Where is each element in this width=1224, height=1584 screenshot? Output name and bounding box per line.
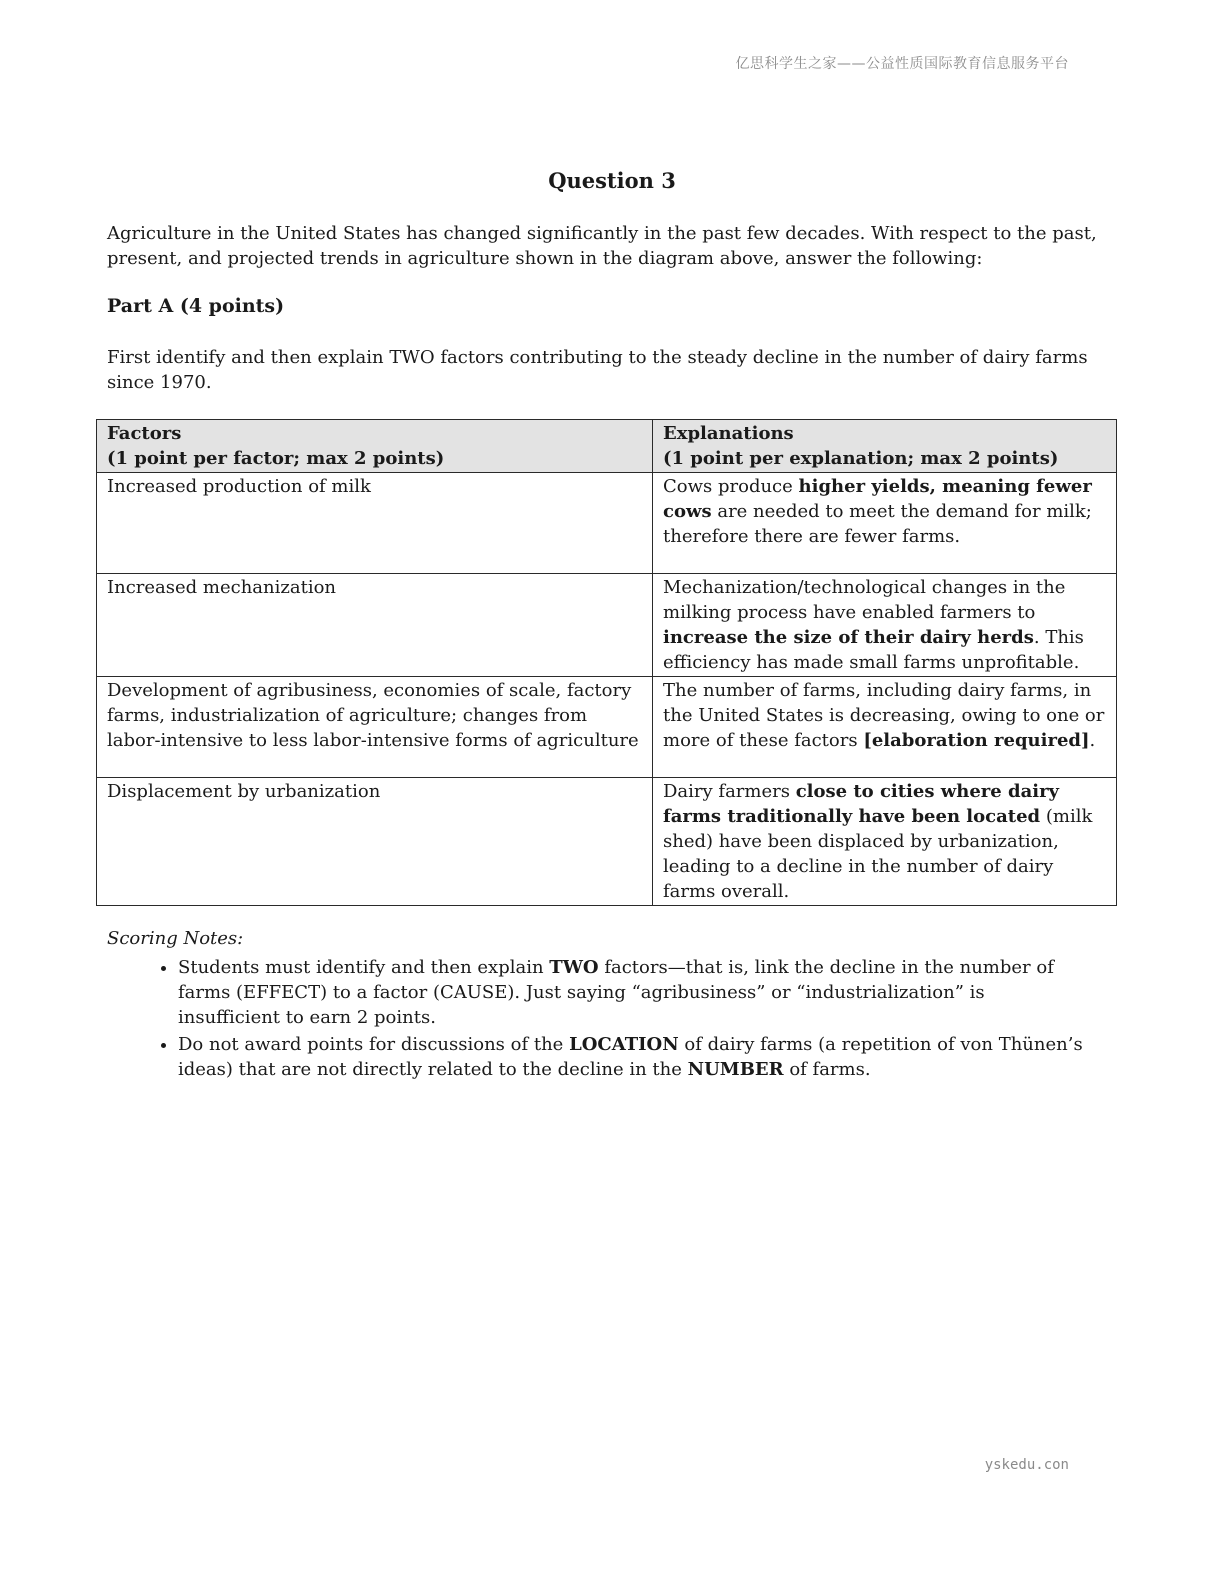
explanation-text: The number of farms, including dairy farms, in the United States is decreasing, owing to one or more of these factors	[663, 680, 1105, 751]
table-row	[97, 677, 1117, 778]
explanations-header	[653, 420, 1117, 473]
note-emphasis: TWO	[549, 957, 599, 978]
explanation-emphasis: close to cities where dairy farms traditionally have been located	[663, 781, 1060, 827]
explanation-text: Cows produce	[663, 476, 799, 497]
scoring-notes-label: Scoring Notes:	[107, 928, 244, 949]
explanation-cell	[653, 473, 1117, 574]
explanation-cell	[653, 677, 1117, 778]
explanation-cell	[653, 574, 1117, 677]
question-intro: Agriculture in the United States has changed significantly in the past few decades. With respect to the past, present, and projected trends in agriculture shown in the diagram above, answer the following:	[107, 223, 1097, 269]
explanation-cell	[653, 778, 1117, 906]
part-a-heading: Part A (4 points)	[107, 295, 285, 317]
explanation-emphasis: [elaboration required]	[863, 730, 1090, 751]
note-text: factors—that is, link the decline in the number of farms (EFFECT) to a factor (CAUSE). Just saying “agribusiness” or “industrialization” is insufficient to earn 2 points.	[178, 957, 1054, 1028]
factors-header-title: Factors	[107, 423, 182, 444]
question-title: Question 3	[548, 168, 676, 193]
scoring-note-item	[178, 955, 1092, 1030]
scoring-table	[96, 419, 1117, 906]
factor-cell: Increased production of milk	[97, 473, 653, 574]
explanation-text: .	[1089, 730, 1096, 751]
scoring-note-item	[178, 1032, 1092, 1082]
factor-cell: Displacement by urbanization	[97, 778, 653, 906]
table-row	[97, 778, 1117, 906]
explanations-header-sub: (1 point per explanation; max 2 points)	[663, 448, 1059, 469]
explanations-header-title: Explanations	[663, 423, 794, 444]
factor-cell: Development of agribusiness, economies of scale, factory farms, industrialization of agriculture; changes from labor-intensive to less labor-intensive forms of agriculture	[97, 677, 653, 778]
note-text: of farms.	[783, 1059, 871, 1080]
scoring-notes-list	[107, 955, 1092, 1084]
note-text: Students must identify and then explain	[178, 957, 550, 978]
explanation-text: Mechanization/technological changes in the milking process have enabled farmers to	[663, 577, 1066, 623]
table-row	[97, 473, 1117, 574]
note-text: of dairy farms (a repetition of von Thünen’s ideas) that are not directly related to the decline in the	[178, 1034, 1083, 1080]
note-text: Do not award points for discussions of the	[178, 1034, 570, 1055]
factor-cell: Increased mechanization	[97, 574, 653, 677]
explanation-text: are needed to meet the demand for milk; therefore there are fewer farms.	[663, 501, 1092, 547]
explanation-text: . This efficiency has made small farms unprofitable.	[663, 627, 1084, 673]
note-emphasis: LOCATION	[569, 1034, 679, 1055]
factors-header-sub: (1 point per factor; max 2 points)	[107, 448, 445, 469]
watermark-header: 亿思科学生之家——公益性质国际教育信息服务平台	[735, 56, 1069, 72]
table-header-row	[97, 420, 1117, 473]
explanation-emphasis: higher yields, meaning fewer cows	[663, 476, 1092, 522]
table-row	[97, 574, 1117, 677]
part-a-task: First identify and then explain TWO factors contributing to the steady decline in the number of dairy farms since 1970.	[107, 347, 1088, 393]
factors-header	[97, 420, 653, 473]
watermark-footer: yskedu.con	[984, 1457, 1069, 1473]
explanation-emphasis: increase the size of their dairy herds	[663, 627, 1034, 648]
explanation-text: (milk shed) have been displaced by urbanization, leading to a decline in the number of dairy farms overall.	[663, 806, 1093, 902]
explanation-text: Dairy farmers	[663, 781, 796, 802]
note-emphasis: NUMBER	[687, 1059, 784, 1080]
